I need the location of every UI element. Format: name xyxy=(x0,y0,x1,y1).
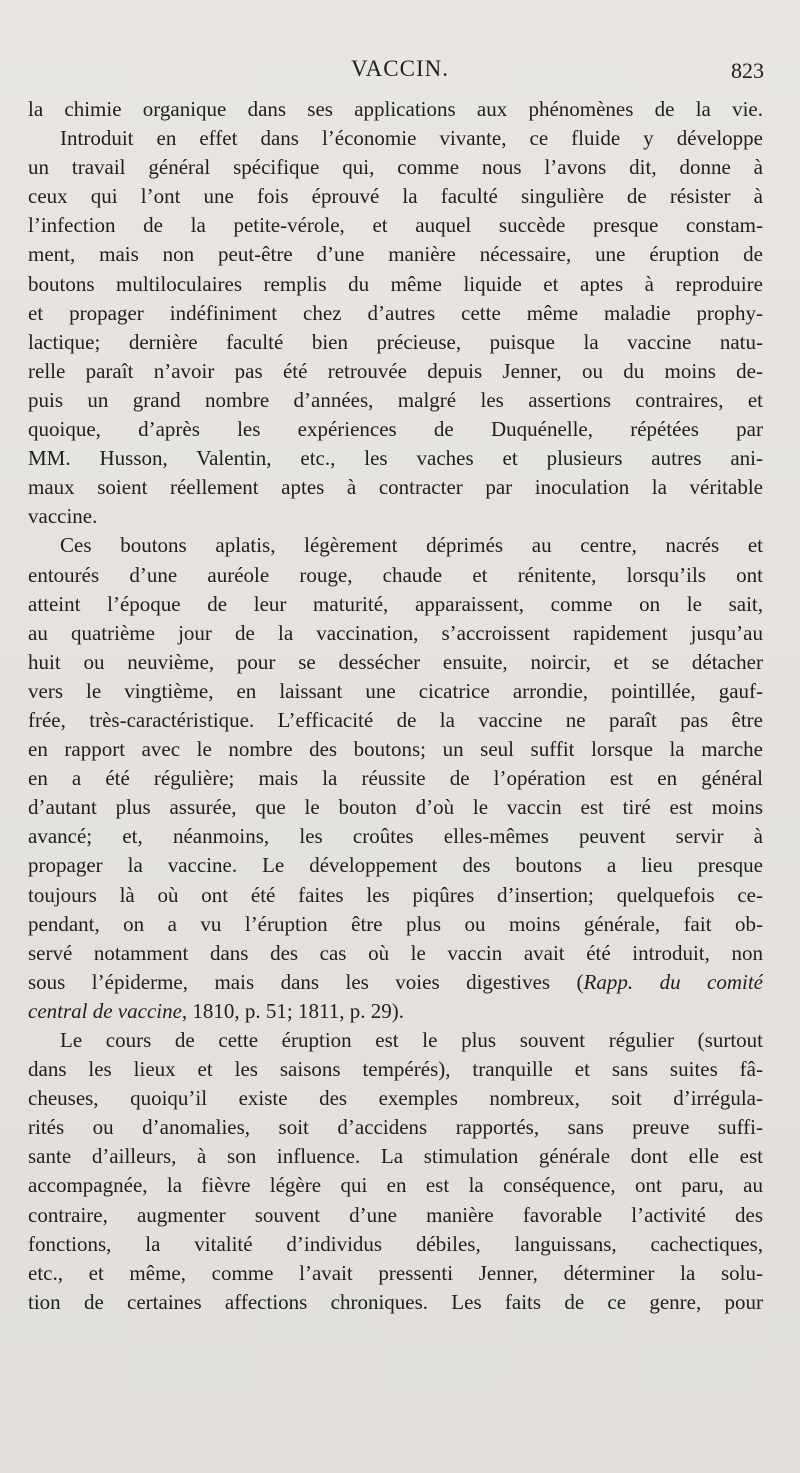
page-number: 823 xyxy=(731,58,764,83)
text-line: boutons multiloculaires remplis du même liquide et aptes à reproduire xyxy=(28,271,763,296)
paragraph-start-line: Introduit en effet dans l’économie vivante, ce fluide y développe xyxy=(60,126,763,151)
text-line: sante d’ailleurs, à son influence. La stimulation générale dont elle est xyxy=(28,1144,763,1169)
text-line-part: sous l’épiderme, mais dans les voies digestives ( xyxy=(28,969,584,994)
text-line-with-citation xyxy=(28,997,763,1026)
text-line: relle paraît n’avoir pas été retrouvée depuis Jenner, ou du moins de- xyxy=(28,358,763,383)
text-line: propager la vaccine. Le développement des boutons a lieu presque xyxy=(28,853,763,878)
text-line: avancé; et, néanmoins, les croûtes elles-mêmes peuvent servir à xyxy=(28,824,763,849)
text-line: vaccine. xyxy=(28,504,98,529)
text-line: dans les lieux et les saisons tempérés), tranquille et sans suites fâ- xyxy=(28,1057,763,1082)
citation-tail: , 1810, p. 51; 1811, p. 29). xyxy=(181,998,404,1023)
text-line: frée, très-caractéristique. L’efficacité de la vaccine ne paraît pas être xyxy=(28,707,763,732)
text-line: maux soient réellement aptes à contracter par inoculation la véritable xyxy=(28,475,763,500)
text-line: accompagnée, la fièvre légère qui en est la conséquence, ont paru, au xyxy=(28,1173,763,1198)
text-line: rités ou d’anomalies, soit d’accidens rapportés, sans preuve suffi- xyxy=(28,1115,763,1140)
text-line: toujours là où ont été faites les piqûres d’insertion; quelquefois ce- xyxy=(28,882,763,907)
text-line-with-citation xyxy=(28,968,763,997)
text-line: atteint l’époque de leur maturité, apparaissent, comme on le sait, xyxy=(28,591,763,616)
citation-italic: Rapp. du comité xyxy=(583,969,763,994)
text-line: cheuses, quoiqu’il existe des exemples nombreux, soit d’irrégula- xyxy=(28,1086,763,1111)
text-line: un travail général spécifique qui, comme nous l’avons dit, donne à xyxy=(28,155,763,180)
text-line: ment, mais non peut-être d’une manière nécessaire, une éruption de xyxy=(28,242,763,267)
paragraph-start-line: Ces boutons aplatis, légèrement déprimés au centre, nacrés et xyxy=(60,533,763,558)
text-line: en a été régulière; mais la réussite de l’opération est en général xyxy=(28,766,763,791)
text-line: en rapport avec le nombre des boutons; un seul suffit lorsque la marche xyxy=(28,737,763,762)
text-line: lactique; dernière faculté bien précieuse, puisque la vaccine natu- xyxy=(28,329,763,354)
body-text xyxy=(28,95,763,1317)
text-line: tion de certaines affections chroniques. Les faits de ce genre, pour xyxy=(28,1289,763,1314)
text-line: fonctions, la vitalité d’individus débiles, languissans, cachectiques, xyxy=(28,1231,763,1256)
text-line: MM. Husson, Valentin, etc., les vaches et plusieurs autres ani- xyxy=(28,446,763,471)
text-line: d’autant plus assurée, que le bouton d’où le vaccin est tiré est moins xyxy=(28,795,763,820)
text-line: huit ou neuvième, pour se dessécher ensuite, noircir, et se détacher xyxy=(28,649,763,674)
paragraph-start-line: Le cours de cette éruption est le plus souvent régulier (surtout xyxy=(60,1028,763,1052)
text-line: la chimie organique dans ses applications aux phénomènes de la vie. xyxy=(28,97,763,121)
text-line: servé notamment dans des cas où le vaccin avait été introduit, non xyxy=(28,940,763,965)
text-line: vers le vingtième, en laissant une cicatrice arrondie, pointillée, gauf- xyxy=(28,678,763,703)
text-line: pendant, on a vu l’éruption être plus ou moins générale, fait ob- xyxy=(28,911,763,936)
text-line: au quatrième jour de la vaccination, s’accroissent rapidement jusqu’au xyxy=(28,620,763,645)
text-line: l’infection de la petite-vérole, et auquel succède presque constam- xyxy=(28,213,763,238)
text-line: contraire, augmenter souvent d’une manière favorable l’activité des xyxy=(28,1202,763,1227)
running-head xyxy=(0,56,800,88)
citation-italic: central de vaccine xyxy=(28,998,182,1023)
text-line: etc., et même, comme l’avait pressenti Jenner, déterminer la solu- xyxy=(28,1260,763,1285)
running-title: VACCIN. xyxy=(351,56,449,81)
text-line: et propager indéfiniment chez d’autres cette même maladie prophy- xyxy=(28,300,763,325)
text-line: quoique, d’après les expériences de Duquénelle, répétées par xyxy=(28,417,763,442)
text-line: entourés d’une auréole rouge, chaude et rénitente, lorsqu’ils ont xyxy=(28,562,763,587)
text-line: puis un grand nombre d’années, malgré les assertions contraires, et xyxy=(28,387,763,412)
text-line: ceux qui l’ont une fois éprouvé la faculté singulière de résister à xyxy=(28,184,763,209)
